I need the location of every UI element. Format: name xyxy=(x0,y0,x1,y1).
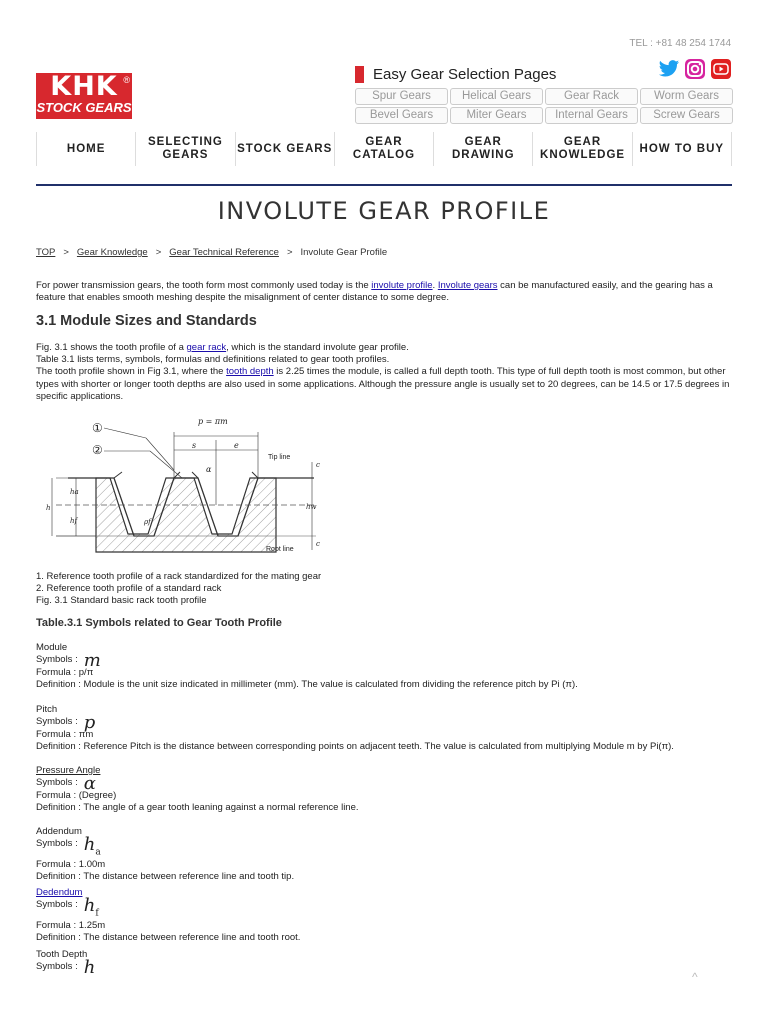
entry-definition: Module is the unit size indicated in millimeter (mm). The value is calculated from dividing the reference pitch by Pi (π). xyxy=(83,679,578,690)
gear-link-helical[interactable]: Helical Gears xyxy=(450,88,543,105)
label-s: s xyxy=(192,441,197,450)
page-title: INVOLUTE GEAR PROFILE xyxy=(217,197,551,225)
definition-label: Definition : xyxy=(36,870,81,882)
logo-registered-mark: ® xyxy=(123,75,130,85)
entry-name: Addendum xyxy=(36,826,82,837)
scroll-to-top-icon[interactable]: ^ xyxy=(692,970,698,984)
entry-name: Pitch xyxy=(36,704,58,715)
breadcrumb-gear-knowledge[interactable]: Gear Knowledge xyxy=(76,247,148,258)
gear-rack-link[interactable]: gear rack xyxy=(186,342,227,353)
symbol-entry-tooth-depth xyxy=(36,949,96,978)
pressure-angle-link[interactable]: Pressure Angle xyxy=(36,765,101,776)
entry-definition: The distance between reference line and tooth root. xyxy=(83,931,301,943)
symbols-label: Symbols : xyxy=(36,777,78,788)
gear-link-worm[interactable]: Worm Gears xyxy=(640,88,733,105)
main-nav xyxy=(36,132,732,166)
symbol-entry-pitch xyxy=(36,704,674,753)
label-ha: ha xyxy=(70,488,79,496)
symbol-base: h xyxy=(83,834,96,855)
formula-label: Formula : xyxy=(36,729,77,740)
symbol-subscript: f xyxy=(95,908,99,919)
breadcrumb-separator: > xyxy=(155,247,162,258)
entry-formula: πm xyxy=(78,729,94,740)
intro-text-1: For power transmission gears, the tooth form most commonly used today is the xyxy=(36,280,372,291)
dedendum-link[interactable]: Dedendum xyxy=(36,887,83,898)
label-pf: ρf xyxy=(144,518,151,526)
logo-text-bottom: STOCK GEARS xyxy=(36,100,132,115)
label-e: e xyxy=(234,441,239,450)
nav-stock-gears[interactable]: STOCK GEARS xyxy=(235,132,334,166)
intro-text-2: . xyxy=(432,280,438,291)
nav-gear-catalog[interactable]: GEAR CATALOG xyxy=(334,132,433,166)
entry-formula: 1.25m xyxy=(78,919,106,931)
entry-definition: The angle of a gear tooth leaning against a normal reference line. xyxy=(83,802,359,813)
involute-gears-link[interactable]: Involute gears xyxy=(437,280,498,291)
definition-label: Definition : xyxy=(36,931,81,943)
section-text-1b: , which is the standard involute gear profile. xyxy=(226,342,409,353)
entry-name: Tooth Depth xyxy=(36,949,88,960)
nav-gear-knowledge[interactable]: GEAR KNOWLEDGE xyxy=(532,132,631,166)
entry-formula: (Degree) xyxy=(78,790,117,801)
label-alpha: α xyxy=(206,465,212,474)
entry-symbol xyxy=(83,834,101,858)
gear-selection-links xyxy=(355,88,733,124)
gear-link-rack[interactable]: Gear Rack xyxy=(545,88,638,105)
symbols-label: Symbols : xyxy=(36,716,78,727)
gear-link-bevel[interactable]: Bevel Gears xyxy=(355,107,448,124)
involute-profile-link[interactable]: involute profile xyxy=(371,280,433,291)
gear-link-miter[interactable]: Miter Gears xyxy=(450,107,543,124)
symbol-base: h xyxy=(83,895,96,916)
intro-text-3: can be manufactured easily, and the gearing has a feature that enables smooth meshing despite the misalignment of center distance to some degree. xyxy=(36,280,713,303)
khk-logo[interactable] xyxy=(36,73,132,119)
label-hf: hf xyxy=(70,517,78,525)
entry-formula: p/π xyxy=(78,667,94,678)
section-text-2: Table 3.1 lists terms, symbols, formulas and definitions related to gear tooth profiles. xyxy=(36,354,390,366)
entry-symbol: h xyxy=(83,957,96,978)
definition-label: Definition : xyxy=(36,679,81,690)
symbol-subscript: a xyxy=(95,847,101,858)
entry-symbol: m xyxy=(83,650,101,671)
label-hw: hw xyxy=(306,503,317,511)
nav-how-to-buy[interactable]: HOW TO BUY xyxy=(632,132,732,166)
symbols-label: Symbols : xyxy=(36,961,78,972)
youtube-icon[interactable] xyxy=(710,58,732,80)
figure-caption-2: 2. Reference tooth profile of a standard rack xyxy=(36,583,222,594)
label-root-line: Root line xyxy=(266,546,294,553)
label-c-top: c xyxy=(316,461,320,469)
gear-link-internal[interactable]: Internal Gears xyxy=(545,107,638,124)
label-h: h xyxy=(46,504,51,512)
symbol-entry-module xyxy=(36,642,578,691)
breadcrumb-top[interactable]: TOP xyxy=(36,247,56,258)
gear-link-screw[interactable]: Screw Gears xyxy=(640,107,733,124)
section-text-1a: Fig. 3.1 shows the tooth profile of a xyxy=(36,342,187,353)
breadcrumb xyxy=(36,247,387,258)
symbol-entry-pressure-angle xyxy=(36,765,359,814)
formula-label: Formula : xyxy=(36,667,77,678)
breadcrumb-technical-reference[interactable]: Gear Technical Reference xyxy=(169,247,279,258)
breadcrumb-separator: > xyxy=(286,247,293,258)
header-divider xyxy=(36,184,732,186)
twitter-icon[interactable] xyxy=(658,58,680,80)
header-phone: TEL : +81 48 254 1744 xyxy=(629,38,731,49)
section-text-3a: The tooth profile shown in Fig 3.1, where the xyxy=(36,366,227,378)
table-heading: Table.3.1 Symbols related to Gear Tooth Profile xyxy=(36,617,282,629)
label-2: ② xyxy=(92,443,103,457)
definition-label: Definition : xyxy=(36,802,81,813)
entry-symbol: α xyxy=(83,773,96,794)
gear-link-spur[interactable]: Spur Gears xyxy=(355,88,448,105)
entry-formula: 1.00m xyxy=(78,858,106,870)
gear-selection-title xyxy=(355,66,556,83)
label-tip-line: Tip line xyxy=(268,454,291,461)
formula-label: Formula : xyxy=(36,858,77,870)
logo-text-top: KHK xyxy=(50,71,118,102)
intro-paragraph xyxy=(36,280,736,304)
formula-label: Formula : xyxy=(36,919,77,931)
figure-captions xyxy=(36,571,321,607)
section-text-3b: is 2.25 times the module, is called a full depth tooth. This type of full depth tooth is most common, but other types with shorter or longer tooth depths are also used in some applications. Although the pressure angle is usually set to 20 degrees, can be 14.5 or 17.5 degrees in specific applications. xyxy=(36,366,730,402)
rack-tooth-profile-figure xyxy=(36,410,326,573)
tooth-depth-link[interactable]: tooth depth xyxy=(226,366,274,378)
entry-symbol xyxy=(83,895,99,919)
instagram-icon[interactable] xyxy=(684,58,706,80)
symbols-label: Symbols : xyxy=(36,899,78,910)
nav-selecting-gears[interactable]: SELECTING GEARS xyxy=(135,132,234,166)
definition-label: Definition : xyxy=(36,741,81,752)
symbol-entry-dedendum xyxy=(36,887,300,944)
figure-caption-3: Fig. 3.1 Standard basic rack tooth profile xyxy=(36,595,207,606)
figure-caption-1: 1. Reference tooth profile of a rack standardized for the mating gear xyxy=(36,571,322,582)
nav-home[interactable]: HOME xyxy=(36,132,135,166)
label-pitch: p = πm xyxy=(198,417,228,426)
symbols-label: Symbols : xyxy=(36,838,78,849)
breadcrumb-separator: > xyxy=(63,247,69,258)
entry-definition: Reference Pitch is the distance between corresponding points on adjacent teeth. The value is calculated from multiplying Module m by Pi(π). xyxy=(83,741,674,752)
entry-name: Module xyxy=(36,642,68,653)
label-c-bottom: c xyxy=(316,540,320,548)
section-paragraph xyxy=(36,342,736,403)
nav-gear-drawing[interactable]: GEAR DRAWING xyxy=(433,132,532,166)
formula-label: Formula : xyxy=(36,790,77,801)
social-links xyxy=(658,58,732,80)
title-accent-bar xyxy=(355,66,364,83)
entry-symbol: p xyxy=(83,712,96,733)
symbols-label: Symbols : xyxy=(36,654,78,665)
symbol-entry-addendum xyxy=(36,826,294,883)
gear-selection-title-text: Easy Gear Selection Pages xyxy=(373,66,557,83)
entry-definition: The distance between reference line and tooth tip. xyxy=(83,870,295,882)
breadcrumb-current: Involute Gear Profile xyxy=(300,247,388,258)
label-1: ① xyxy=(92,421,103,435)
section-heading: 3.1 Module Sizes and Standards xyxy=(36,313,257,329)
